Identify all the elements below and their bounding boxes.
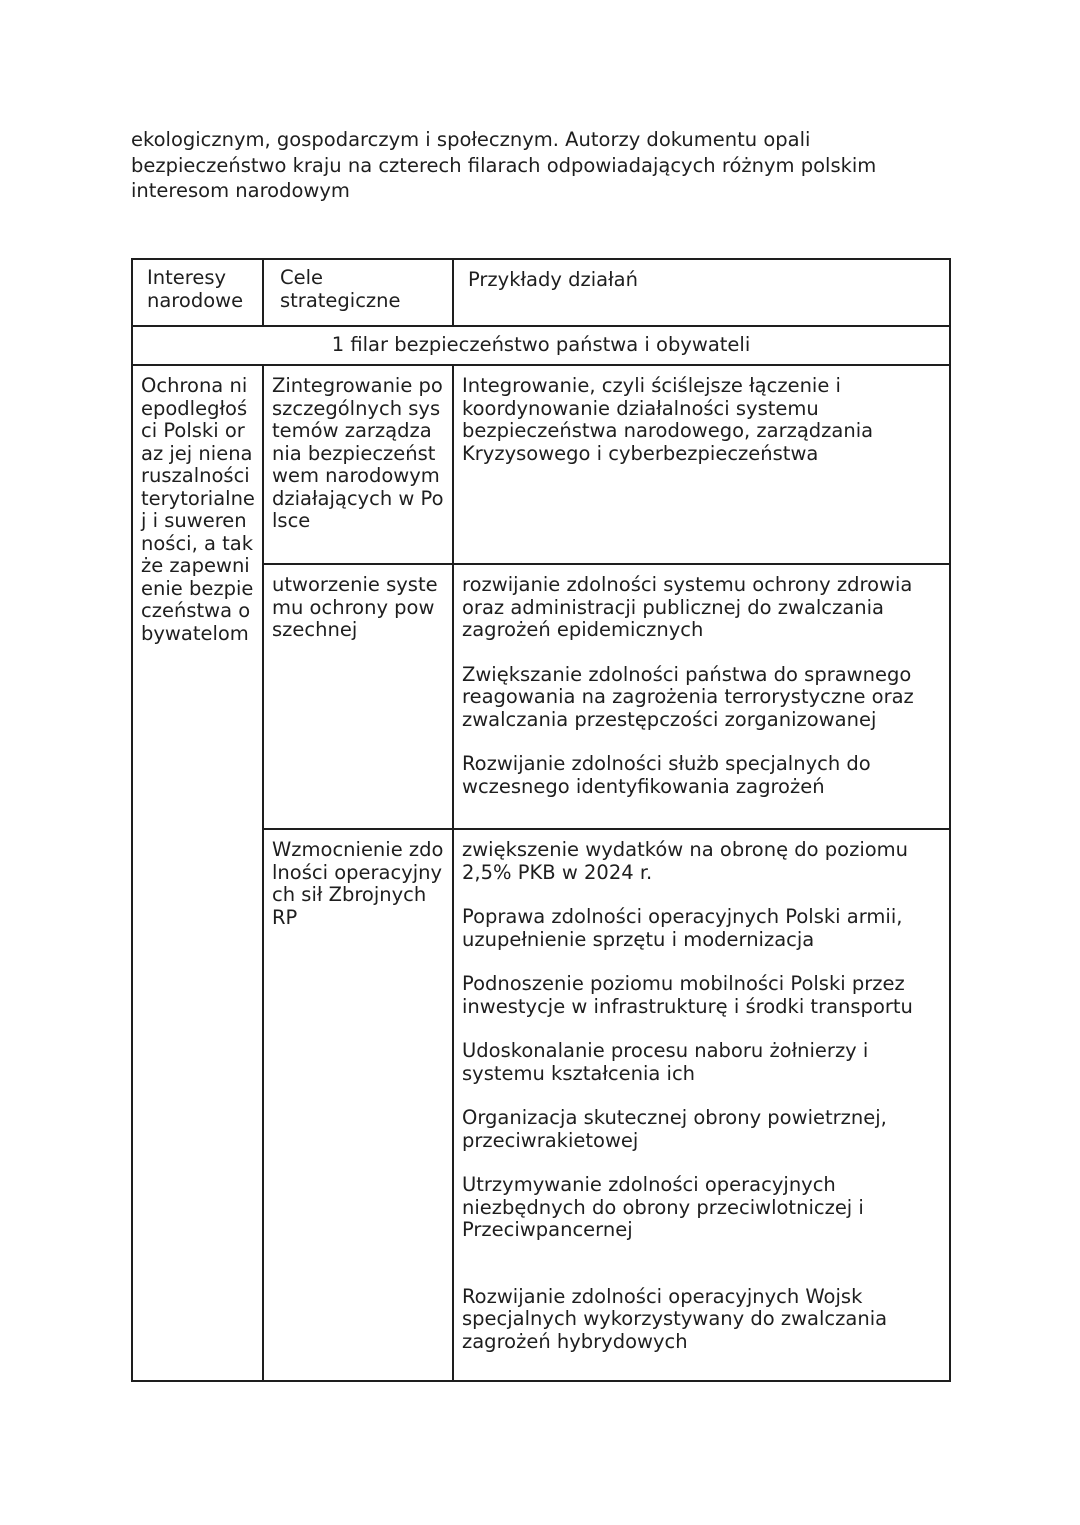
national-interest-cell: Ochrona niepodległości Polski oraz jej nienaruszalności terytorialnej i suwerenności, a także zapewnienie bezpieczeństwa obywatelom	[132, 365, 263, 1381]
action-item: Zwiększanie zdolności państwa do sprawnego reagowania na zagrożenia terrorystyczne oraz zwalczania przestępczości zorganizowanej	[462, 662, 914, 731]
table-row	[132, 365, 950, 564]
intro-line: bezpieczeństwo kraju na czterech filarach odpowiadających różnym polskim	[131, 153, 877, 177]
action-item: Organizacja skutecznej obrony powietrznej, przeciwrakietowej	[462, 1106, 887, 1152]
actions-cell	[453, 365, 950, 564]
action-item: Podnoszenie poziomu mobilności Polski przez inwestycje w infrastrukturę i środki transportu	[462, 972, 913, 1018]
pillar-title: 1 filar bezpieczeństwo państwa i obywateli	[132, 326, 950, 365]
actions-cell	[453, 829, 950, 1381]
strategic-goal-cell: Zintegrowanie poszczególnych systemów zarządzania bezpieczeństwem narodowym działających w Polsce	[263, 365, 453, 564]
action-item: Poprawa zdolności operacyjnych Polski armii, uzupełnienie sprzętu i modernizacja	[462, 905, 903, 951]
security-pillars-table	[131, 258, 951, 1382]
intro-paragraph	[131, 127, 951, 204]
header-actions: Przykłady działań	[453, 259, 950, 326]
actions-cell	[453, 564, 950, 829]
action-item: zwiększenie wydatków na obronę do poziomu 2,5% PKB w 2024 r.	[462, 838, 909, 884]
intro-line: interesom narodowym	[131, 179, 350, 202]
header-interests: Interesy narodowe	[132, 259, 263, 326]
action-item: Rozwijanie zdolności operacyjnych Wojsk specjalnych wykorzystywany do zwalczania zagrożeń hybrydowych	[462, 1284, 888, 1353]
action-item: rozwijanie zdolności systemu ochrony zdrowia oraz administracji publicznej do zwalczania zagrożeń epidemicznych	[462, 573, 913, 642]
intro-line: ekologicznym, gospodarczym i społecznym. Autorzy dokumentu opali	[131, 128, 811, 151]
action-item: Utrzymywanie zdolności operacyjnych niezbędnych do obrony przeciwlotniczej i Przeciwpancernej	[462, 1173, 864, 1242]
strategic-goal-cell: Wzmocnienie zdolności operacyjnych sił Zbrojnych RP	[263, 829, 453, 1381]
header-goals: Cele strategiczne	[263, 259, 453, 326]
table-header-row	[132, 259, 950, 326]
action-item: Rozwijanie zdolności służb specjalnych do wczesnego identyfikowania zagrożeń	[462, 752, 871, 798]
strategic-goal-cell: utworzenie systemu ochrony powszechnej	[263, 564, 453, 829]
action-item: Udoskonalanie procesu naboru żołnierzy i systemu kształcenia ich	[462, 1039, 869, 1085]
pillar-row	[132, 326, 950, 365]
action-item: Integrowanie, czyli ściślejsze łączenie i koordynowanie działalności systemu bezpieczeństwa narodowego, zarządzania Kryzysowego i cyberbezpieczeństwa	[462, 374, 874, 465]
